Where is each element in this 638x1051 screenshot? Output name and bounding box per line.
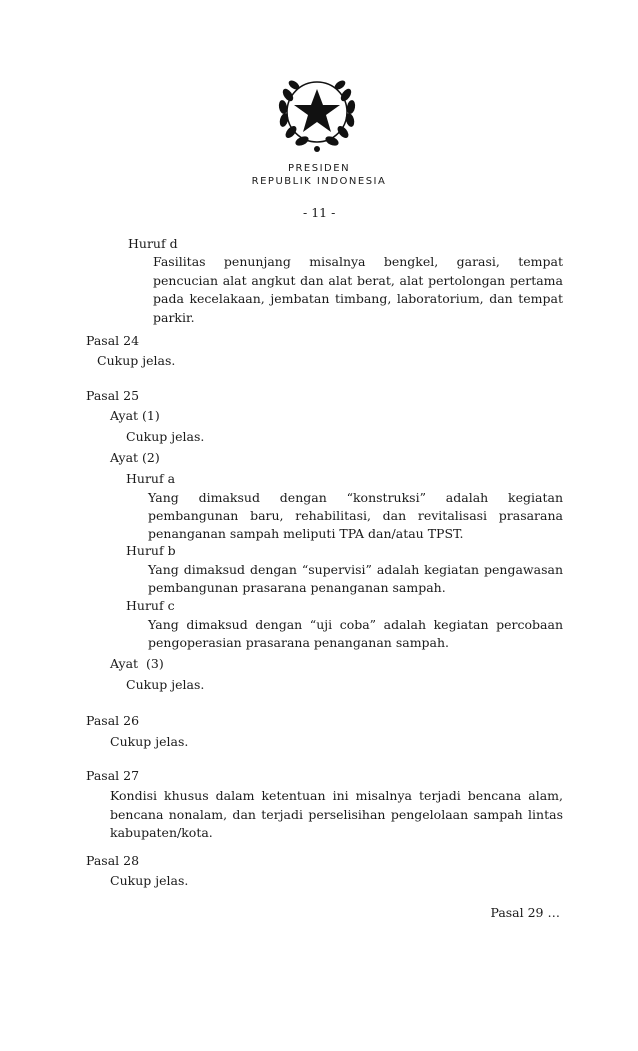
header-republic: REPUBLIK INDONESIA [251,176,387,187]
text-line: Kondisi khusus dalam ketentuan ini misalnya terjadi bencana alam, [110,788,563,803]
ayat-3-heading: Ayat (3) [110,656,164,671]
pasal-26-text: Cukup jelas. [110,734,189,749]
ayat-2-heading: Ayat (2) [110,450,160,465]
huruf-d-heading: Huruf d [128,236,178,251]
pasal-28-heading: Pasal 28 [86,853,140,868]
presidential-emblem [272,65,362,160]
text-line: penanganan sampah meliputi TPA dan/atau TPST. [148,526,464,541]
header-president: PRESIDEN [287,163,351,174]
text-line: Yang dimaksud dengan “supervisi” adalah kegiatan pengawasan [148,562,563,577]
text-line: Yang dimaksud dengan “konstruksi” adalah kegiatan [148,490,563,505]
ayat-1-text: Cukup jelas. [126,429,205,444]
pasal-26-heading: Pasal 26 [86,713,140,728]
text-line: parkir. [153,309,195,325]
next-page-reference: Pasal 29 … [490,905,560,920]
text-line: pengoperasian prasarana penanganan sampah. [148,635,450,650]
text-line: pembangunan baru, rehabilitasi, dan revitalisasi prasarana [148,508,563,523]
pasal-27-paragraph [110,788,563,844]
huruf-d-paragraph [153,254,563,328]
text-line: bencana nonalam, dan terjadi perselisihan pengelolaan sampah lintas [110,806,563,822]
huruf-b-paragraph [148,562,563,598]
text-line: kabupaten/kota. [110,825,213,840]
pasal-28-text: Cukup jelas. [110,873,189,888]
text-line: Yang dimaksud dengan “uji coba” adalah kegiatan percobaan [148,617,563,632]
ayat-1-heading: Ayat (1) [110,408,160,423]
pasal-25-heading: Pasal 25 [86,388,140,403]
text-line: pencucian alat angkut dan alat berat, alat pertolongan pertama [153,272,563,288]
page-number: - 11 - [303,205,336,220]
pasal-24-text: Cukup jelas. [97,353,176,368]
huruf-a-heading: Huruf a [126,471,176,486]
text-line: Fasilitas penunjang misalnya bengkel, garasi, tempat [153,254,563,269]
text-line: pada kecelakaan, jembatan timbang, laboratorium, dan tempat [153,291,563,306]
text-line: pembangunan prasarana penanganan sampah. [148,580,446,595]
ayat-3-text: Cukup jelas. [126,677,205,692]
huruf-c-heading: Huruf c [126,598,175,613]
huruf-c-paragraph [148,617,563,653]
pasal-27-heading: Pasal 27 [86,768,140,783]
huruf-b-heading: Huruf b [126,543,176,558]
pasal-24-heading: Pasal 24 [86,333,140,348]
huruf-a-paragraph [148,490,563,544]
